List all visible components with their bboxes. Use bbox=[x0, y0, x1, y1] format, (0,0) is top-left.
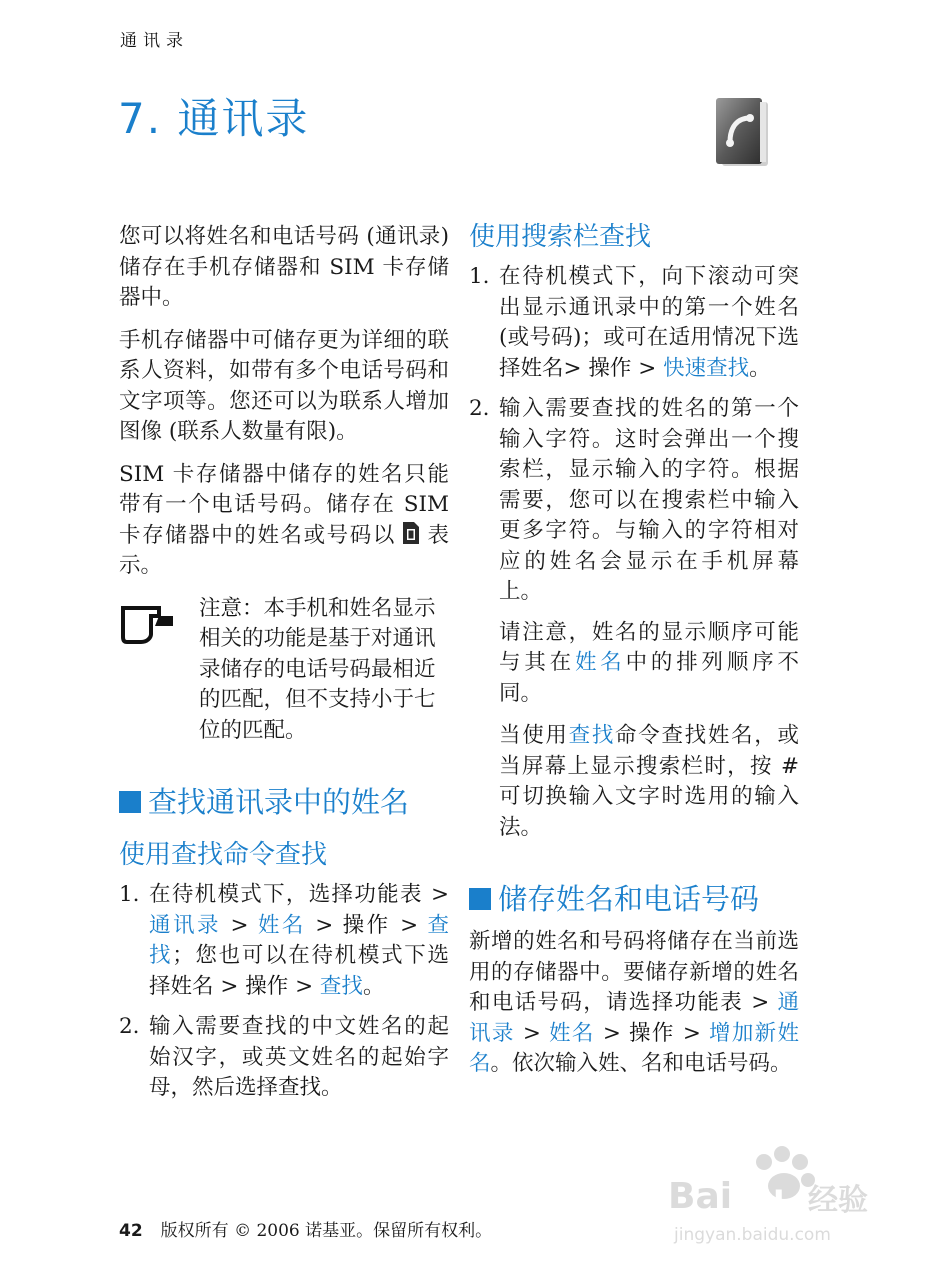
watermark-brand: Bai bbox=[668, 1176, 733, 1217]
list-item: 1. 在待机模式下，向下滚动可突出显示通讯录中的第一个姓名 (或号码)；或可在适用情况下选择姓名> 操作 > 快速查找。 bbox=[469, 264, 799, 381]
list-item: 2. 输入需要查找的中文姓名的起始汉字，或英文姓名的起始字母，然后选择查找。 bbox=[119, 1014, 449, 1100]
subsection-search-bar-heading: 使用搜索栏查找 bbox=[469, 222, 652, 252]
note-hand-icon bbox=[119, 602, 175, 646]
input-method-paragraph: 当使用查找命令查找姓名，或当屏幕上显示搜索栏时，按 # 可切换输入文字时选用的输入法。 bbox=[499, 723, 799, 840]
find-link[interactable]: 查找 bbox=[149, 912, 449, 968]
section-square-icon bbox=[119, 791, 141, 813]
page-footer bbox=[119, 1216, 492, 1241]
names-link-4[interactable]: 姓名 bbox=[549, 1020, 595, 1046]
watermark-brand-du: du bbox=[736, 1177, 785, 1217]
right-column bbox=[469, 220, 799, 1092]
find-link-3[interactable]: 查找 bbox=[568, 723, 616, 748]
names-link-3[interactable]: 姓名 bbox=[574, 650, 626, 675]
left-column bbox=[119, 222, 449, 1114]
sim-memory-paragraph: SIM 卡存储器中储存的姓名只能带有一个电话号码。储存在 SIM 卡存储器中的姓名或号码以 表示。 bbox=[119, 461, 449, 578]
display-order-paragraph: 请注意，姓名的显示顺序可能与其在姓名中的排列顺序不同。 bbox=[499, 619, 799, 706]
list-item: 1. 在待机模式下，选择功能表 > 通讯录 > 姓名 > 操作 > 查找；您也可以在待机模式下选择姓名 > 操作 > 查找。 bbox=[119, 882, 449, 999]
chapter-title: 7. 通讯录 bbox=[118, 94, 310, 143]
intro-paragraph: 您可以将姓名和电话号码 (通讯录)储存在手机存储器和 SIM 卡存储器中。 bbox=[119, 224, 449, 310]
section-square-icon bbox=[469, 888, 491, 910]
watermark-brand-cn: 经验 bbox=[808, 1183, 868, 1218]
names-link[interactable]: 姓名 bbox=[257, 912, 306, 938]
note-text: 注意：本手机和姓名显示相关的功能是基于对通讯录储存的电话号码最相近的匹配，但不支持小于七位的匹配。 bbox=[199, 595, 436, 743]
subsection-find-command-heading: 使用查找命令查找 bbox=[119, 840, 328, 870]
sim-card-icon bbox=[402, 521, 420, 545]
search-bar-steps bbox=[469, 262, 799, 608]
contacts-book-icon bbox=[712, 96, 772, 170]
contacts-link[interactable]: 通讯录 bbox=[149, 912, 222, 938]
quick-find-link[interactable]: 快速查找 bbox=[663, 355, 750, 381]
section-find-name-heading: 查找通讯录中的姓名 bbox=[119, 784, 449, 820]
note-block bbox=[119, 594, 449, 747]
baidu-watermark bbox=[668, 1140, 888, 1250]
copyright-text: 版权所有 © 2006 诺基亚。保留所有权利。 bbox=[160, 1221, 493, 1241]
contacts-link-2[interactable]: 通讯录 bbox=[469, 990, 799, 1046]
page-number: 42 bbox=[119, 1221, 143, 1241]
add-new-name-link[interactable]: 增加新姓名 bbox=[469, 1020, 799, 1076]
find-command-steps bbox=[119, 880, 449, 1104]
find-link-2[interactable]: 查找 bbox=[319, 973, 363, 999]
save-name-paragraph: 新增的姓名和号码将储存在当前选用的存储器中。要储存新增的姓名和电话号码，请选择功能表 > 通讯录 > 姓名 > 操作 > 增加新姓名。依次输入姓、名和电话号码。 bbox=[469, 929, 799, 1076]
list-item: 2. 输入需要查找的姓名的第一个输入字符。这时会弹出一个搜索栏，显示输入的字符。根据需要，您可以在搜索栏中输入更多字符。与输入的字符相对应的姓名会显示在手机屏幕上。 bbox=[469, 396, 799, 604]
running-header: 通讯录 bbox=[120, 31, 189, 51]
phone-memory-paragraph: 手机存储器中可储存更为详细的联系人资料，如带有多个电话号码和文字项等。您还可以为联系人增加图像 (联系人数量有限)。 bbox=[119, 327, 449, 444]
section-save-name-heading: 储存姓名和电话号码 bbox=[469, 881, 799, 917]
watermark-url: jingyan.baidu.com bbox=[674, 1225, 831, 1245]
